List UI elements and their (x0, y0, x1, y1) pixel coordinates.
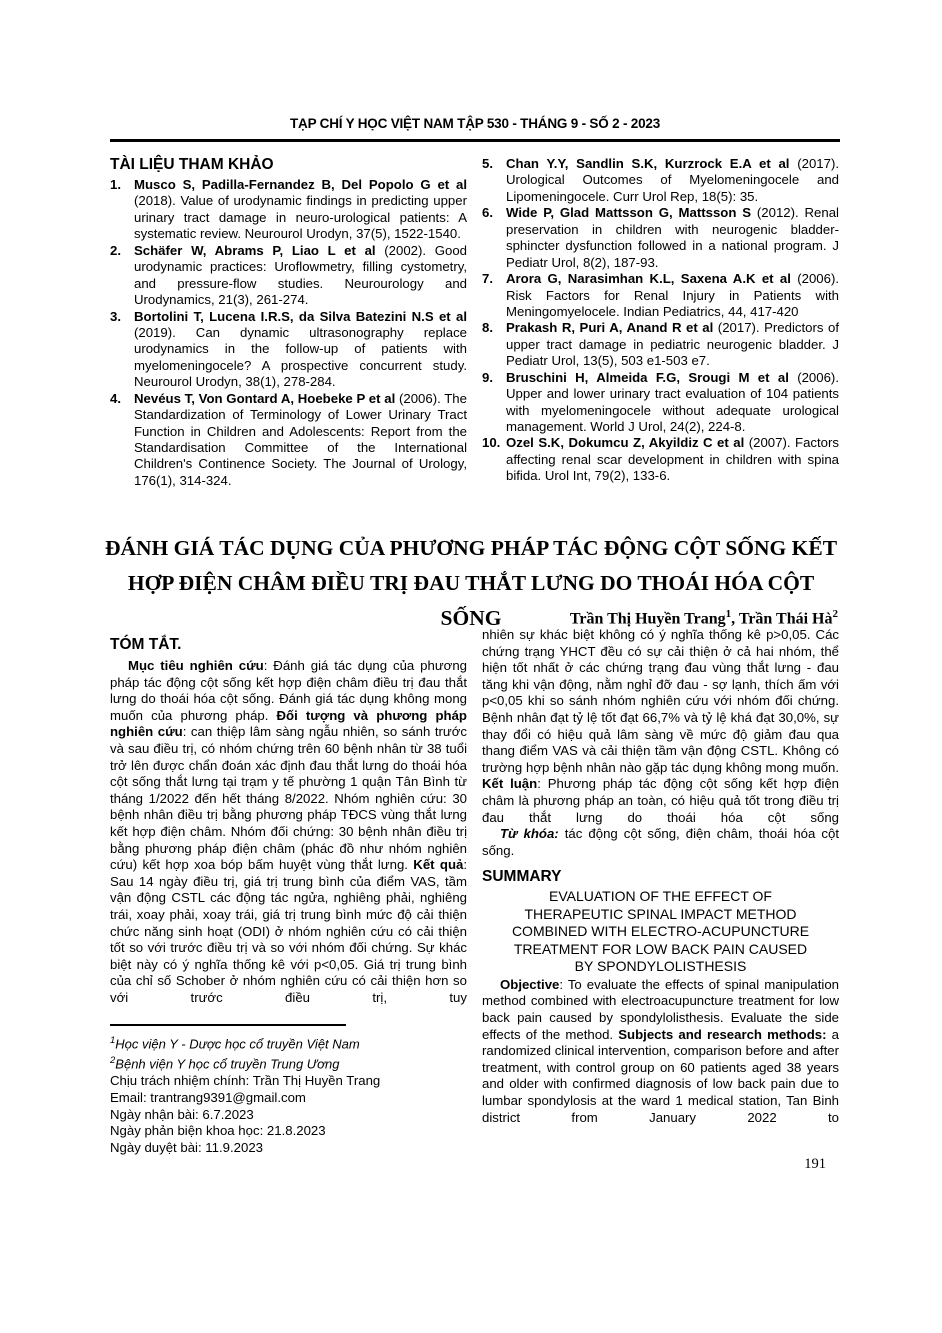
footnote-meta-line: Ngày nhận bài: 6.7.2023 (110, 1106, 254, 1122)
reference-text: (2006). The Standardization of Terminology of Lower Urinary Tract Function in Children and Adolescents: Report from the Standardisation Committee of the International Children's Continence Society. The Journal of Urology, 176(1), 314-324. (134, 390, 467, 488)
reference-authors: Ozel S.K, Dokumcu Z, Akyildiz C et al (506, 435, 745, 451)
summary-heading: SUMMARY (482, 868, 562, 886)
body-left-column (110, 627, 467, 1157)
reference-text: (2017). Urological Outcomes of Myelomeningocele and Lipomeningocele. Curr Urol Rep, 18(5): 35. (506, 156, 839, 204)
reference-number: 1. (110, 177, 121, 192)
references-left-column (110, 156, 467, 489)
reference-number: 4. (110, 390, 121, 406)
reference-number: 6. (482, 205, 493, 221)
reference-number: 3. (110, 308, 121, 324)
affiliation-superscript: 2 (110, 1054, 116, 1066)
footnote-meta-line: Ngày phản biện khoa học: 21.8.2023 (110, 1123, 326, 1139)
reference-text: (2019). Can dynamic ultrasonography replace urodynamics in the follow-up of patients with myelomeningocele? A prospective concurrent study. Neurourol Urodyn, 38(1), 278-284. (134, 324, 467, 390)
reference-item (110, 309, 467, 391)
article-body (110, 627, 840, 1157)
reference-authors: Chan Y.Y, Sandlin S.K, Kurzrock E.A et al (506, 156, 790, 171)
article-title: ĐÁNH GIÁ TÁC DỤNG CỦA PHƯƠNG PHÁP TÁC ĐỘNG CỘT SỐNG KẾT HỢP ĐIỆN CHÂM ĐIỀU TRỊ ĐAU THẮT LƯNG DO THOÁI HÓA CỘT SỐNG (104, 536, 838, 630)
reference-text: (2007). Factors affecting renal scar development in children with spina bifida. Urol Int, 79(2), 133-6. (506, 435, 839, 484)
reference-text: (2002). Good urodynamic practices: Uroflowmetry, filling cystometry, and pressure-flow studies. Neurourology and Urodynamics, 21(3), 261-274. (134, 242, 467, 308)
reference-authors: Bruschini H, Almeida F.G, Srougi M et al (506, 369, 789, 385)
affiliation-superscript: 1 (110, 1034, 116, 1046)
summary-title: EVALUATION OF THE EFFECT OF THERAPEUTIC SPINAL IMPACT METHOD COMBINED WITH ELECTRO-ACUPUNCTURE TREATMENT FOR LOW BACK PAIN CAUSED BY SPONDYLOLISTHESIS (511, 888, 810, 975)
abstract-heading: TÓM TẮT. (110, 636, 182, 653)
abstract-text-part2: nhiên sự khác biệt không có ý nghĩa thống kê p>0,05. Các chứng trạng YHCT đều có sự cải thiện ở cả hai nhóm, thể hiện tốt nhất ở các chứng trạng đau vùng thắt lưng - đau tăng khi vận động, nằm nghỉ đỡ đau - sợ lạnh, thích ấm với p<0,05 khi so sánh nhóm nghiên cứu với nhóm đối chứng. Bệnh nhân đạt tỷ lệ tốt đạt 66,7% và tỷ lệ khá đạt 30,0%, sự thay đổi có hiệu quả lâm sàng về mức độ giảm đau qua thang điểm VAS và cải thiện tầm vận động CSTL. Không có trường hợp bệnh nhân nào gặp tác dụng không mong muốn. Kết luận: Phương pháp tác động cột sống kết hợp điện châm là phương pháp an toàn, có hiệu quả tốt trong điều trị đau thắt lưng do thoái hóa cột sống (482, 627, 839, 825)
affiliation-line (110, 1033, 467, 1053)
reference-authors: Bortolini T, Lucena I.R.S, da Silva Batezini N.S et al (134, 308, 467, 324)
footnote-meta-list (110, 1073, 467, 1157)
reference-authors: Musco S, Padilla-Fernandez B, Del Popolo G et al (134, 177, 467, 192)
reference-text: (2006). Risk Factors for Renal Injury in Patients with Meningomyelocele. Indian Pediatrics, 44, 417-420 (506, 271, 839, 319)
reference-number: 8. (482, 320, 493, 336)
reference-item (482, 205, 839, 271)
keywords-line: Từ khóa: tác động cột sống, điện châm, thoái hóa cột sống. (482, 826, 839, 858)
page-number: 191 (804, 1156, 826, 1172)
authors-line: Trần Thị Huyền Trang$^1$, Trần Thái $Hà^2$ (569, 608, 838, 628)
reference-authors: Arora G, Narasimhan K.L, Saxena A.K et al (506, 271, 791, 287)
reference-item (110, 177, 467, 243)
references-list-right (482, 156, 839, 485)
references-right-column (482, 156, 839, 489)
reference-authors: Prakash R, Puri A, Anand R et al (506, 320, 714, 336)
reference-number: 7. (482, 271, 493, 287)
affiliation-line (110, 1053, 467, 1073)
footnote-meta-line: Ngày duyệt bài: 11.9.2023 (110, 1140, 263, 1156)
references-list-left (110, 177, 467, 489)
body-right-column (482, 627, 839, 1157)
abstract-text-part1: Mục tiêu nghiên cứu: Đánh giá tác dụng của phương pháp tác động cột sống kết hợp điện châm điều trị đau thắt lưng do thoái hóa cột sống. Đánh giá tác dụng không mong muốn của phương pháp. Đối tượng và phương pháp nghiên cứu: can thiệp lâm sàng ngẫu nhiên, so sánh trước và sau điều trị, có nhóm chứng trên 60 bệnh nhân từ 38 tuổi trở lên được chẩn đoán xác định đau thắt lưng do thoái hóa cột sống thắt lưng tại trạm y tế phường 1 quận Tân Bình từ tháng 1/2022 đến hết tháng 8/2022. Nhóm nghiên cứu: 30 bệnh nhân điều trị bằng phương pháp TĐCS vùng thắt lưng kết hợp điện châm. Nhóm đối chứng: 30 bệnh nhân điều trị bằng phương pháp điện châm (phác đồ như nhóm nghiên cứu) kết hợp xoa bóp bấm huyệt vùng thắt lưng. Kết quả: Sau 14 ngày điều trị, giá trị trung bình của điểm VAS, tầm vận động CSTL các động tác ngửa, nghiêng phải, nghiêng trái, xoay phải, xoay trái, giá trị trung bình mức độ cải thiện chức năng sinh hoạt (ODI) ở nhóm nghiên cứu có cải thiện tốt so với trước điều trị và so với nhóm đối chứng. Sự khác biệt này có ý nghĩa thống kê với p<0,05. Giá trị trung bình của chỉ số Schober ở nhóm nghiên cứu có cải thiện hơn so với trước điều trị, tuy (110, 658, 468, 1005)
reference-item (482, 156, 839, 205)
summary-text: Objective: To evaluate the effects of spinal manipulation method combined with electroacupuncture treatment for low back pain caused by spondylolisthesis. Evaluate the side effects of the method. Subjects and research methods: a randomized clinical intervention, comparison before and after treatment, with control group on 60 patients aged 38 years and older with confirmed diagnosis of low back pain due to lumbar spondylosis at the ward 1 medical station, Tan Binh district from January 2022 to (482, 976, 839, 1125)
reference-item (482, 271, 839, 320)
reference-text: (2012). Renal preservation in children with neurogenic bladder-sphincter dysfunction followed in a national program. J Pediatr Urol, 8(2), 187-93. (506, 205, 839, 270)
reference-item (482, 435, 839, 484)
references-section (110, 156, 840, 489)
reference-number: 2. (110, 242, 121, 258)
journal-header: TẠP CHÍ Y HỌC VIỆT NAM TẬP 530 - THÁNG 9 - SỐ 2 - 2023 (289, 116, 661, 131)
reference-text: (2006). Upper and lower urinary tract evaluation of 104 patients with myelomeningocele without adequate urological management. World J Urol, 24(2), 224-8. (506, 369, 839, 434)
footnote-meta-line: Chịu trách nhiệm chính: Trần Thị Huyền Trang (110, 1073, 381, 1089)
reference-authors: Wide P, Glad Mattsson G, Mattsson S (506, 205, 752, 221)
reference-authors: Nevéus T, Von Gontard A, Hoebeke P et al (134, 390, 396, 406)
footnote-divider (110, 1024, 346, 1026)
reference-number: 5. (482, 156, 493, 171)
references-heading: TÀI LIỆU THAM KHẢO (110, 156, 274, 173)
affiliations-list (110, 1033, 467, 1073)
reference-text: (2018). Value of urodynamic findings in predicting upper urinary tract damage in neuro-urological patients: A systematic review. Neurourol Urodyn, 37(5), 1522-1540. (134, 193, 467, 242)
affiliation-text: Bệnh viện Y học cổ truyền Trung Ương (115, 1056, 340, 1072)
footnote-block (110, 1024, 467, 1157)
reference-item (110, 391, 467, 490)
reference-item (482, 320, 839, 369)
reference-item (482, 370, 839, 436)
affiliation-text: Học viện Y - Dược học cổ truyền Việt Nam (115, 1036, 360, 1052)
reference-text: (2017). Predictors of upper tract damage in pediatric neurogenic bladder. J Pediatr Urol, 13(5), 503 e1-503 e7. (506, 320, 839, 369)
reference-number: 10. (482, 435, 501, 451)
header-divider (110, 139, 840, 142)
reference-number: 9. (482, 369, 493, 385)
reference-item (110, 243, 467, 309)
reference-authors: Schäfer W, Abrams P, Liao L et al (134, 242, 376, 258)
footnote-meta-line: Email: trantrang9391@gmail.com (110, 1089, 306, 1105)
